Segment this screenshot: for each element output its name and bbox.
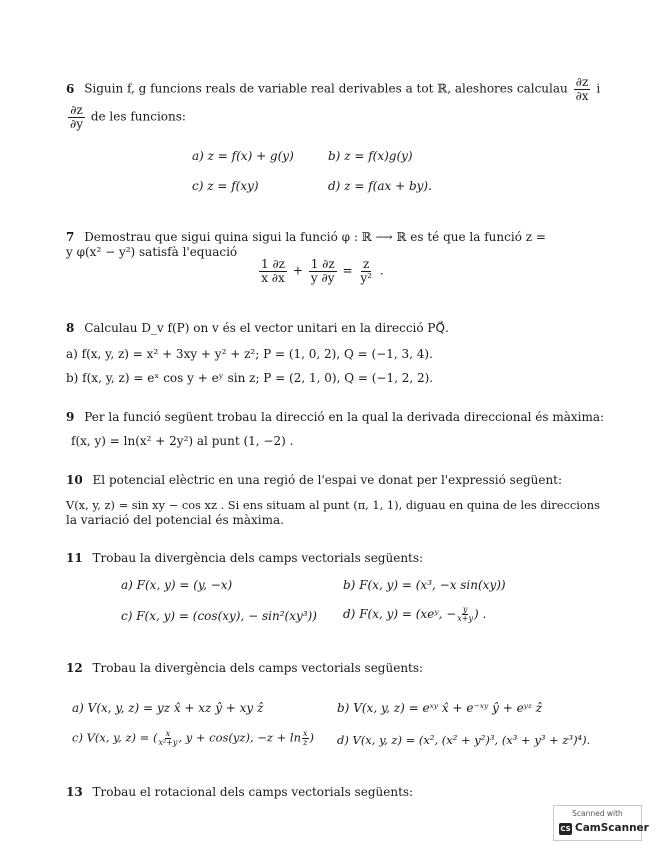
item-expr: F(x, y) = (y, −x) bbox=[136, 578, 233, 592]
frac-numerator: ∂z bbox=[70, 103, 83, 117]
problem-6-frac-dzdx bbox=[574, 76, 591, 102]
problem-12-item-b bbox=[337, 701, 542, 715]
problem-10-intro-line bbox=[66, 472, 562, 488]
frac-denominator: x ∂x bbox=[261, 270, 285, 285]
badge-brand: CamScanner bbox=[575, 822, 649, 834]
problem-7-equation bbox=[257, 258, 384, 284]
problem-9-number: 9 bbox=[66, 410, 75, 424]
frac-numerator: x bbox=[303, 729, 308, 738]
problem-6-conj: i bbox=[596, 81, 601, 96]
camscanner-logo-icon: CS bbox=[560, 825, 571, 833]
problem-6-line2 bbox=[66, 104, 186, 130]
frac-numerator: x bbox=[165, 729, 171, 738]
problem-11-item-a bbox=[121, 578, 232, 592]
problem-8-b: b) f(x, y, z) = eˣ cos y + eʸ sin z; P = (2, 1, 0), Q = (−1, 2, 2). bbox=[66, 371, 434, 385]
problem-6-line1 bbox=[66, 76, 600, 102]
frac-numerator: z bbox=[363, 257, 370, 271]
item-expr-post: ) bbox=[309, 730, 315, 745]
problem-6-intro: Siguin f, g funcions reals de variable real derivables a tot ℝ, aleshores calculau bbox=[84, 81, 568, 96]
problem-12-item-a bbox=[72, 701, 263, 715]
problem-8-intro: Calculau D_v f(P) on v és el vector unitari en la direcció PQ⃗. bbox=[84, 321, 449, 335]
problem-8-intro-line bbox=[66, 320, 449, 336]
item-label: d) bbox=[337, 733, 349, 747]
badge-scanned-with: Scanned with bbox=[572, 809, 623, 818]
problem-7-number: 7 bbox=[66, 230, 75, 244]
item-expr-pre: F(x, y) = (xeʸ, − bbox=[359, 607, 457, 621]
problem-6-number: 6 bbox=[66, 81, 75, 96]
item-expr-mid: , y + cos(yz), −z + ln bbox=[178, 730, 301, 745]
problem-7-line1 bbox=[66, 229, 546, 245]
item-label: a) bbox=[121, 578, 133, 592]
item-expr: z = f(xy) bbox=[207, 179, 259, 193]
item-label: b) bbox=[328, 149, 341, 163]
frac-denominator: ∂y bbox=[70, 116, 83, 131]
camscanner-badge bbox=[553, 805, 649, 841]
problem-7-text1: Demostrau que sigui quina sigui la funció φ : ℝ ⟶ ℝ es té que la funció z = bbox=[84, 230, 546, 244]
problem-12-number: 12 bbox=[66, 661, 83, 675]
eq-plus: + bbox=[292, 263, 303, 278]
eq-equals: = bbox=[342, 263, 353, 278]
problem-11-item-b bbox=[343, 578, 506, 592]
problem-12-item-d bbox=[337, 733, 590, 747]
problem-13-intro-line bbox=[66, 784, 413, 800]
problem-8-number: 8 bbox=[66, 321, 75, 335]
problem-12-item-c bbox=[72, 730, 314, 747]
frac-numerator: 1 ∂z bbox=[310, 257, 335, 271]
eq-frac-1 bbox=[259, 258, 287, 284]
item-label: d) bbox=[343, 607, 356, 621]
problem-7-text2: y φ(x² − y²) satisfà l'equació bbox=[66, 245, 238, 259]
frac-denominator: ∂x bbox=[575, 88, 589, 103]
frac-numerator: ∂z bbox=[575, 75, 589, 89]
problem-10-intro: El potencial elèctric en una regió de l'espai ve donat per l'expressió següent: bbox=[92, 473, 563, 487]
problem-9-intro-line bbox=[66, 409, 604, 425]
eq-frac-3 bbox=[358, 258, 374, 284]
problem-9-intro: Per la funció següent trobau la direcció en la qual la derivada direccional és màxima: bbox=[84, 410, 605, 424]
problem-6-item-c bbox=[192, 179, 259, 193]
problem-6-item-b bbox=[328, 149, 413, 163]
item-expr: F(x, y) = (cos(xy), − sin²(xy³)) bbox=[136, 609, 317, 623]
problem-11-item-c bbox=[121, 609, 317, 623]
frac-denominator: z bbox=[303, 738, 308, 747]
item-expr: V(x, y, z) = yz x̂ + xz ŷ + xy ẑ bbox=[87, 701, 264, 715]
problem-6-item-d bbox=[328, 179, 432, 193]
item-label: b) bbox=[343, 578, 356, 592]
item-label: a) bbox=[72, 701, 84, 715]
problem-11-item-d bbox=[343, 606, 486, 623]
item-expr: V(x, y, z) = eˣʸ x̂ + e⁻ˣʸ ŷ + eʸᶻ ẑ bbox=[353, 701, 543, 715]
problem-11-intro-line bbox=[66, 550, 423, 566]
item-expr: z = f(x)g(y) bbox=[344, 149, 413, 163]
problem-11-intro: Trobau la divergència dels camps vectorials següents: bbox=[92, 551, 424, 565]
problem-10-line2: la variació del potencial és màxima. bbox=[66, 513, 284, 527]
item-small-frac-2 bbox=[302, 730, 309, 747]
frac-denominator: x+y bbox=[457, 614, 473, 623]
item-expr: V(x, y, z) = (x², (x² + y²)³, (x³ + y³ + z³)⁴). bbox=[352, 733, 591, 747]
problem-6-frac-dzdy bbox=[68, 104, 85, 130]
frac-numerator: y bbox=[462, 605, 468, 614]
problem-12-intro: Trobau la divergència dels camps vectorials següents: bbox=[92, 661, 424, 675]
eq-end: . bbox=[379, 263, 384, 278]
item-small-frac bbox=[457, 606, 473, 623]
frac-denominator: y ∂y bbox=[310, 270, 335, 285]
item-label: b) bbox=[337, 701, 350, 715]
problem-13-number: 13 bbox=[66, 785, 83, 799]
problem-6-item-a bbox=[192, 149, 294, 163]
problem-11-number: 11 bbox=[66, 551, 83, 565]
item-label: c) bbox=[192, 179, 204, 193]
problem-9-expr: f(x, y) = ln(x² + 2y²) al punt (1, −2) . bbox=[71, 434, 294, 448]
problem-13-intro: Trobau el rotacional dels camps vectorials següents: bbox=[92, 785, 414, 799]
problem-10-line1: V(x, y, z) = sin xy − cos xz . Si ens situam al punt (π, 1, 1), diguau en quina de les direccions bbox=[66, 498, 600, 512]
item-label: c) bbox=[72, 730, 83, 745]
frac-denominator: x²+y bbox=[158, 738, 178, 747]
problem-6-tail: de les funcions: bbox=[90, 109, 186, 124]
frac-numerator: 1 ∂z bbox=[261, 257, 285, 271]
problem-7-line2 bbox=[66, 244, 237, 260]
item-expr: F(x, y) = (x³, −x sin(xy)) bbox=[359, 578, 506, 592]
problem-10-number: 10 bbox=[66, 473, 83, 487]
item-expr-pre: V(x, y, z) = ( bbox=[86, 730, 158, 745]
item-label: a) bbox=[192, 149, 204, 163]
item-label: d) bbox=[328, 179, 341, 193]
item-expr-post: ) . bbox=[474, 607, 487, 621]
item-label: c) bbox=[121, 609, 133, 623]
item-expr: z = f(x) + g(y) bbox=[207, 149, 294, 163]
problem-8-a: a) f(x, y, z) = x² + 3xy + y² + z²; P = (1, 0, 2), Q = (−1, 3, 4). bbox=[66, 347, 433, 361]
problem-12-intro-line bbox=[66, 660, 423, 676]
frac-denominator: y² bbox=[360, 270, 372, 285]
item-expr: z = f(ax + by). bbox=[344, 179, 432, 193]
eq-frac-2 bbox=[309, 258, 337, 284]
item-small-frac bbox=[158, 730, 177, 747]
